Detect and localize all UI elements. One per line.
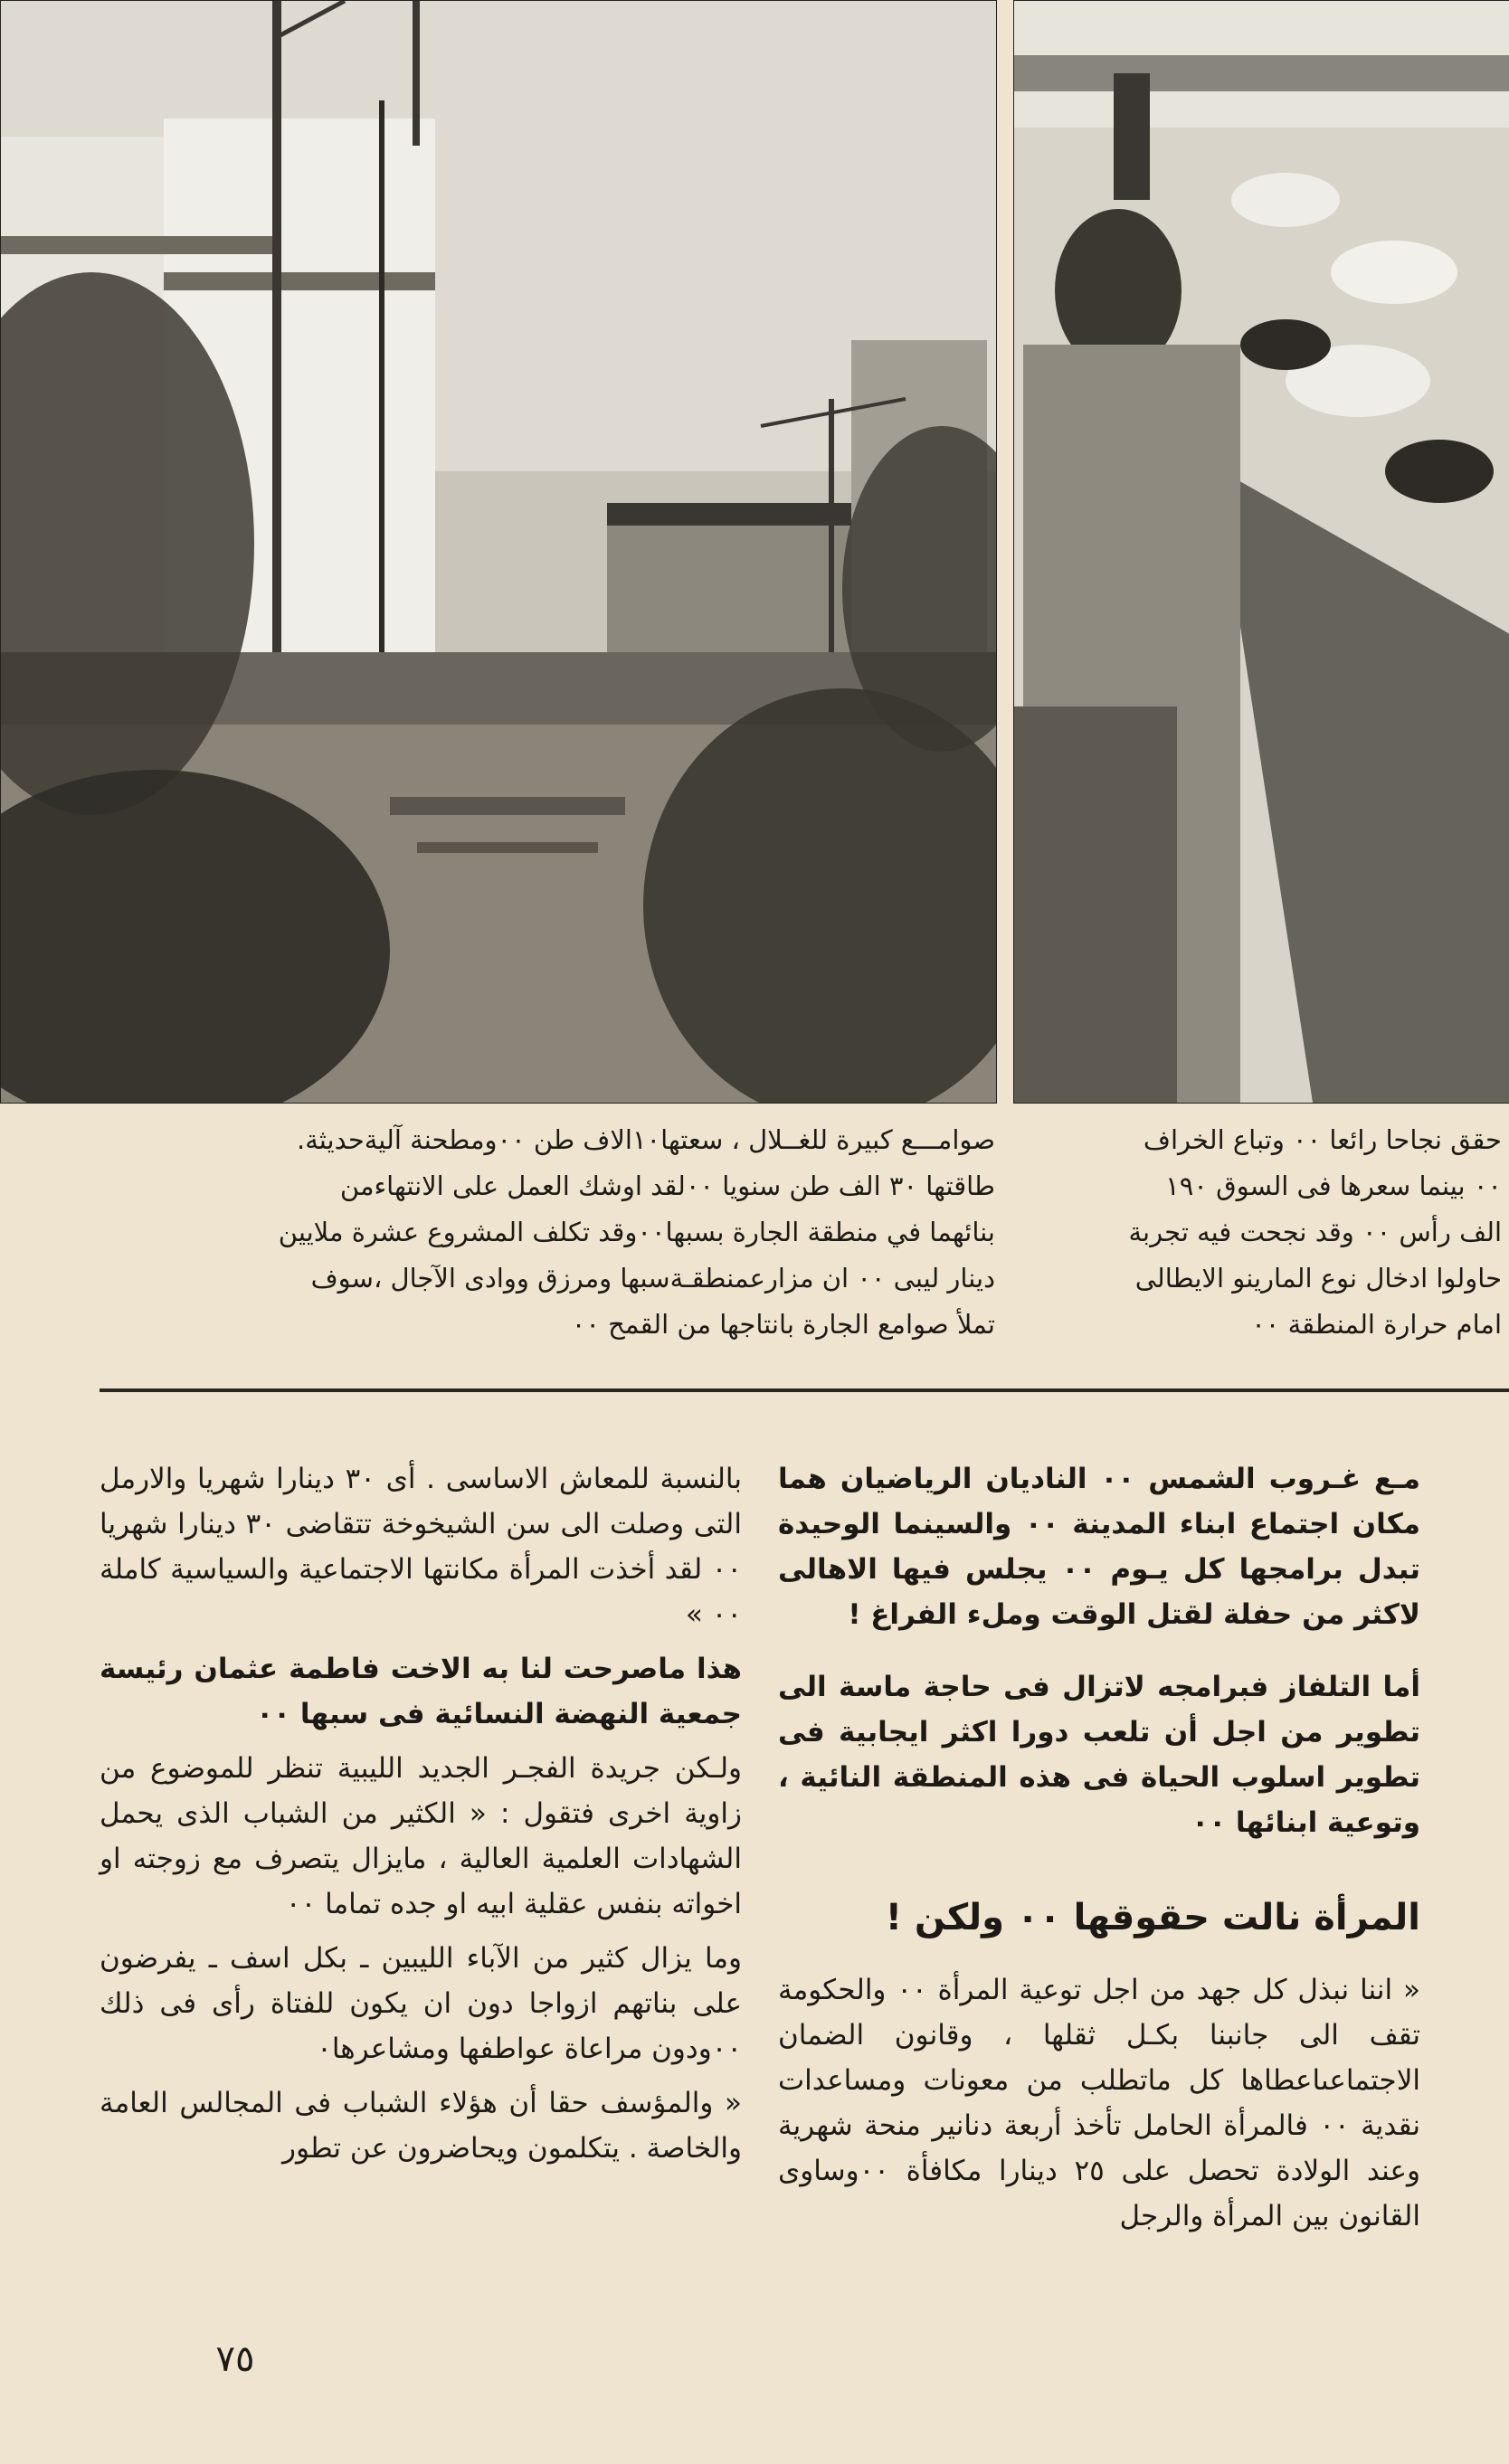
caption-line: حقق نجاحا رائعا ٠٠ وتباع الخراف: [1143, 1124, 1502, 1155]
grain-silos-photo: [0, 0, 997, 1104]
photo-illustration-right: [1014, 1, 1509, 1103]
caption-line: حاولوا ادخال نوع المارينو الايطالى: [1134, 1263, 1502, 1294]
newspaper-paragraph: ولـكن جريدة الفجـر الجديد الليبية تنظر للموضوع من زاوية اخرى فتقول : « الكثير من الشباب الذى يحمل الشهادات العلمية العالية ، مايزال يتصرف مع زوجته او اخواته بنفس عقلية ابيه او جده تماما ٠٠: [100, 1752, 742, 1920]
sheep-farm-photo: [1013, 0, 1509, 1104]
caption-line: دينار ليبى ٠٠ ان مزارعمنطقـةسبها ومرزق ووادى الآجال ،سوف: [310, 1263, 995, 1294]
page-number: ٧٥: [215, 2338, 255, 2380]
section-divider: [100, 1388, 1509, 1392]
tv-paragraph: أما التلفاز فبرامجه لاتزال فى حاجة ماسة الى تطوير من اجل أن تلعب دورا اكثر ايجابية فى تطوير اسلوب الحياة فى هذه المنطقة النائية ، وتوعية ابنائها ٠٠: [778, 1671, 1420, 1839]
caption-line: طاقتها ٣٠ الف طن سنويا ٠٠لقد اوشك العمل على الانتهاءمن: [339, 1170, 995, 1201]
pension-paragraph: بالنسبة للمعاش الاساسى . أى ٣٠ دينارا شهريا والارمل التى وصلت الى سن الشيخوخة تتقاضى ٣٠ دينارا شهريا ٠٠ لقد أخذت المرأة مكانتها الاجتماعية والسياسية كاملة ٠٠ »: [100, 1463, 742, 1631]
fathers-paragraph: وما يزال كثير من الآباء الليبين ـ بكل اسف ـ يفرضون على بناتهم ازواجا دون ان يكون للفتاة رأى فى ذلك ٠٠ودون مراعاة عواطفها ومشاعرها٠: [100, 1942, 742, 2065]
caption-line: صوامـــع كبيرة للغــلال ، سعتها١٠الاف طن ٠٠ومطحنة آليةحديثة.: [297, 1124, 995, 1155]
caption-line: بنائهما في منطقة الجارة بسبها٠٠وقد تكلف المشروع عشرة ملايين: [278, 1217, 995, 1247]
right-article-column: [778, 1456, 1420, 2248]
left-photo-caption: [90, 1117, 995, 1348]
left-article-column: [100, 1456, 742, 2180]
youth-paragraph: « والمؤسف حقا أن هؤلاء الشباب فى المجالس العامة والخاصة . يتكلمون ويحاضرون عن تطور: [100, 2087, 742, 2165]
caption-line: ٠٠ بينما سعرها فى السوق ١٩٠: [1165, 1170, 1502, 1201]
women-rights-paragraph: « اننا نبذل كل جهد من اجل توعية المرأة ٠٠ والحكومة تقف الى جانبنا بكـل ثقلها ، وقانون الضمان الاجتماعىاعطاها كل ماتطلب من معونات ومساعدات نقدية ٠٠ فالمرأة الحامل تأخذ أربعة دنانير منحة شهرية وعند الولادة تحصل على ٢٥ دينارا مكافأة ٠٠وساوى القانون بين المرأة والرجل: [778, 1974, 1420, 2232]
intro-paragraph: مـع غـروب الشمس ٠٠ الناديان الرياضيان هما مكان اجتماع ابناء المدينة ٠٠ والسينما الوحيدة تبدل برامجها كل يـوم ٠٠ يجلس فيها الاهالى لاكثر من حفلة لقتل الوقت وملء الفراغ !: [778, 1463, 1420, 1631]
caption-line: تملأ صوامع الجارة بانتاجها من القمح ٠٠: [571, 1309, 995, 1340]
caption-line: الف رأس ٠٠ وقد نجحت فيه تجربة: [1128, 1217, 1502, 1247]
section-heading: المرأة نالت حقوقها ٠٠ ولكن !: [885, 1897, 1420, 1938]
quote-attribution-paragraph: هذا ماصرحت لنا به الاخت فاطمة عثمان رئيسة جمعية النهضة النسائية فى سبها ٠٠: [100, 1653, 742, 1730]
caption-line: امام حرارة المنطقة ٠٠: [1251, 1309, 1502, 1340]
right-photo-caption: [1040, 1117, 1502, 1348]
photo-illustration: [1, 1, 996, 1103]
